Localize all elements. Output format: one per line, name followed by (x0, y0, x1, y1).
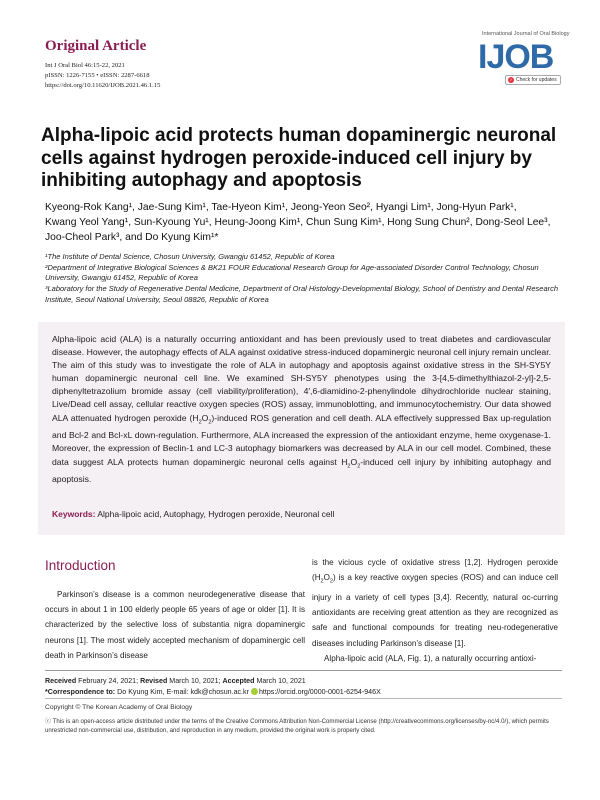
authors-line-2: Kwang Yeol Yang¹, Sun-Kyoung Yu¹, Heung-Joong Kim¹, Chun Sung Kim¹, Hong Sung Chun², Dong-Seol Lee³, (45, 217, 551, 228)
journal-reference: Int J Oral Biol 46:15-22, 2021 (45, 62, 125, 69)
keywords-label: Keywords: (52, 509, 96, 519)
article-type: Original Article (45, 38, 147, 54)
check-updates-label: Check for updates (516, 77, 557, 83)
affiliation-2: ²Department of Integrative Biological Sciences & BK21 FOUR Educational Research Group for Age-associated Disorder Control Technology, Chosun University, Gwangju 61452, Republic of Korea (45, 262, 539, 283)
correspondence-line: *Correspondence to: Do Kyung Kim, E-mail: kdk@chosun.ac.kr https://orcid.org/0000-0001-6254-946X (45, 687, 381, 696)
intro-paragraph: is the vicious cycle of oxidative stress [1,2]. Hydrogen peroxide $(H_2O_2)$ is a key reactive oxygen species (ROS) and can induce cell injury in a variety of cell types [3,4]. Recently, natural oc-curring antioxidants are receiving great attention as they are recognized as safe and functional compounds for treating neu-rodegenerative diseases including Parkinson’s disease [1]. (312, 558, 558, 648)
introduction-heading: Introduction (45, 558, 116, 573)
journal-logo: IJOB (478, 38, 554, 76)
doi-link[interactable]: https://doi.org/10.11620/IJOB.2021.46.1.15 (45, 82, 161, 89)
authors-line-1: Kyeong-Rok Kang¹, Jae-Sung Kim¹, Tae-Hyeon Kim¹, Jeong-Yeon Seo², Hyangi Lim¹, Jong-Hyun Park¹, (45, 202, 517, 213)
journal-metadata (45, 61, 160, 91)
authors-line-3: Joo-Cheol Park³, and Do Kyung Kim¹* (45, 232, 219, 243)
affiliation-1: ¹The Institute of Dental Science, Chosun University, Gwangju 61452, Republic of Korea (45, 252, 335, 261)
affiliations (45, 252, 565, 306)
footer-divider (45, 670, 562, 671)
check-for-updates-button[interactable] (505, 75, 561, 85)
issn: pISSN: 1226-7155 • eISSN: 2287-6618 (45, 72, 150, 79)
dates-line: Received February 24, 2021; Revised March 10, 2021; Accepted March 10, 2021 (45, 677, 306, 685)
article-history (45, 676, 381, 697)
affiliation-3: ³Laboratory for the Study of Regenerative Dental Medicine, Department of Oral Histology-Developmental Biology, School of Dentistry and Dental Research Institute, Seoul National University, Seoul 08826, Republic of Korea (45, 284, 559, 304)
introduction-left-column: Parkinson’s disease is a common neurodegenerative disease that occurs in about 1 in 100 elderly people 65 years of age or older [1]. It is characterized by the selective loss of substantia nigra dopaminergic neurons [1]. The most widely accepted mechanism of dopaminergic cell death in Parkinson’s disease (45, 590, 305, 660)
article-title: Alpha-lipoic acid protects human dopaminergic neuronal cells against hydrogen peroxide-induced cell injury by inhibiting autophagy and apoptosis (41, 125, 557, 191)
author-list (45, 200, 560, 245)
intro-paragraph-2: Alpha-lipoic acid (ALA, Fig. 1), a naturally occurring antioxi- (324, 653, 537, 663)
footer-divider-2 (45, 698, 562, 699)
keywords (52, 509, 551, 519)
journal-full-name: International Journal of Oral Biology (482, 31, 570, 37)
introduction-right-column (312, 555, 558, 666)
check-updates-icon: ✓ (509, 77, 513, 82)
abstract-text: Alpha-lipoic acid (ALA) is a naturally occurring antioxidant and has been previously used to treat diabetes and cardiovascular disease. However, the autophagy effects of ALA against oxidative stress-induced dopaminergic neuronal cell injury remain unclear. The aim of this study was to investigate the role of ALA in autophagy and apoptosis against oxidative stress in the SH-SY5Y human dopaminergic neuronal cell line. We examined SH-SY5Y phenotypes using the 3-[4,5-dimethylthiazol-2-yl]-2,5-diphenyltetrazolium bromide assay (cell viability/proliferation), 4′,6-diamidino-2-phenylindole dihydrochloride nuclear staining, Live/Dead cell assay, cellular reactive oxygen species (ROS) assay, immunoblotting, and immunocytochemistry. Our data showed ALA attenuated hydrogen peroxide $(H_2O_2)$-induced ROS generation and cell death. ALA effectively suppressed Bax up-regulation and Bcl-2 and Bcl-xL down-regulation. Furthermore, ALA increased the expression of the antioxidant enzyme, heme oxygenase-1. Moreover, the expression of Beclin-1 and LC-3 autophagy biomarkers was decreased by ALA in our cell model. Combined, these data suggest ALA protects human dopaminergic neuronal cells against $H_2O_2$-induced cell injury by inhibiting autophagy and apoptosis. (52, 334, 551, 485)
cc-icon: ⓒ (45, 718, 53, 725)
copyright: Copyright © The Korean Academy of Oral Biology (45, 704, 193, 711)
orcid-link[interactable]: https://orcid.org/0000-0001-6254-946X (258, 687, 381, 696)
license-notice: ⓒ This is an open-access article distributed under the terms of the Creative Commons Attribution Non-Commercial License (http://creativecommons.org/licenses/by-nc/4.0/), which permits unrestricted non-commercial use, distribution, and reproduction in any medium, provided the original work is properly cited. (45, 718, 549, 734)
keywords-list: Alpha-lipoic acid, Autophagy, Hydrogen peroxide, Neuronal cell (97, 509, 335, 519)
orcid-icon (251, 688, 258, 695)
